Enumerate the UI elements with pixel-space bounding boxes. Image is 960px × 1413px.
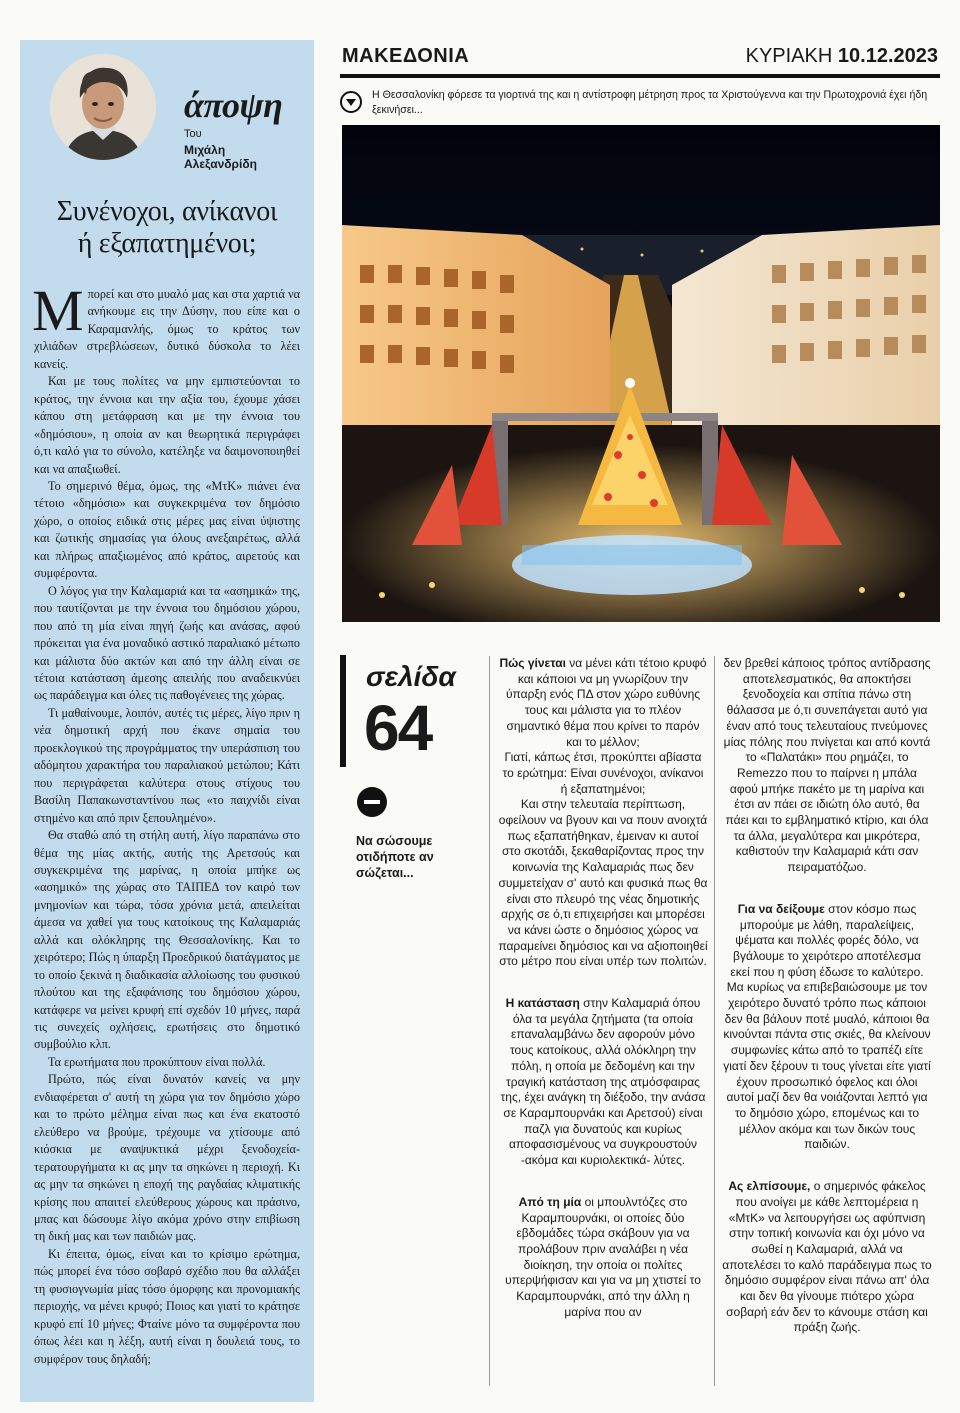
page-ref-bar [340,655,346,767]
page-ref-teaser: Να σώσουμε οτιδήποτε αν σώζεται... [356,834,434,880]
paragraph: Μπορεί και στο μυαλό μας και στα χαρτιά να ανήκουμε εις την Δύσην, που είπε και ο Καραμανλής, όμως το κράτος των χιλιάδων στρεβλώσεων, δυτικό δύσκολα το λέει κανείς. [32,278,300,371]
headline-line-1: Συνένοχοι, ανίκανοι [56,196,278,227]
opinion-column [20,40,314,1402]
drop-cap: Μ [32,278,84,343]
paragraph: Το σημερινό θέμα, όμως, της «ΜτΚ» πιάνει ένα τέτοιο «δημόσιο» και συγκεκριμένα τον δημόσιο χώρο, ο οποίος ειδικά στις μέρες μας είναι ύψιστης και ζωτικής σημασίας για όλους ανεξαιρέτως, αλλά και πλήρως απαξιωμένος από κράτος, αιρετούς και συμφέροντα. [34,478,300,581]
paragraph: Για να δείξουμε στον κόσμο πως μπορούμε με λάθη, παραλείψεις, ψέματα και πολλές φορές δόλο, να βγάλουμε το χειρότερο αποτέλεσμα εκεί που η φύση έδωσε το καλύτερο. [730,901,924,979]
christmas-square-photo [342,125,940,622]
lead-in: Πώς γίνεται [499,656,566,670]
issue-day: ΚΥΡΙΑΚΗ [745,45,833,67]
paragraph: δεν βρεθεί κάποιος τρόπος αντίδρασης αποτελεσματικός, θα αποκτήσει ξενοδοχεία και σπίτια πάνω στη θάλασσα με ό,τι συνεπάγεται αυτό για έναν από τους τελευταίους πνεύμονες μίας πόλης που πνίγεται και από κοντά το «Παλατάκι» που ρημάζει, το Remezzo που το παίρνει η μπάλα αφού μπήκε πακέτο με τη μαρίνα και έτσι αν πάει σε ιδιώτη όλο αυτό, θα πάει και το εμβληματικό κτίριο, και όλα τα άλλα, μεγαλύτερα και μικρότερα, καθιστούν την Καλαμαριά κάτι σαν πειραματόζωο. [723,656,931,875]
issue-date [746,45,938,68]
author-portrait-icon [50,54,156,160]
lead-in: Για να δείξουμε [737,901,825,916]
issue-date-value: 10.12.2023 [837,45,938,67]
article-headline [34,196,300,260]
author-avatar [50,54,156,160]
section-masthead [340,42,940,78]
paragraph: Γιατί, κάπως έτσι, προκύπτει αβίαστα το ερώτημα: Είναι συνένοχοι, ανίκανοι ή εξαπατημένοι; [502,750,704,796]
paragraph: Τα ερωτήματα που προκύπτουν είναι πολλά. [48,1054,266,1069]
paragraph: Και με τους πολίτες να μην εμπιστεύονται το κράτος, την έννοια και την αξία του, έχουμε χάσει κάπου στη μετάφραση και με την έννοια του «δημόσιου», η οποία αν και θεωρητικά περιγράφει ό,τι καλό για το σύνολο, κατέληξε να δαιμονοποιηθεί και να απαξιωθεί. [34,374,300,476]
column-divider [714,656,715,1386]
column-divider [489,656,490,1386]
paragraph: Ο λόγος για την Καλαμαριά και τα «ασημικά» της, που ταυτίζονται με την έννοια του δημόσιου χώρου, που από τη μία είναι πηγή ζωής και ανάσας, αφού πρόκειται για ένα μοναδικό αστικό παραλιακό μέτωπο και μάλιστα δύο ακτών και από την άλλη είναι σε τέτοια κατάσταση άμεσης απειλής που αναδεικνύει ως παράδειγμα και όλες τις παθογένειες της χώρας. [34,583,300,703]
author-name: Μιχάλη Αλεξανδρίδη [184,143,257,171]
byline-prefix: Του [184,128,202,140]
paragraph: Μα κυρίως να επιβεβαιώσουμε με τον χειρότερο δυνατό τρόπο πως κάποιοι δεν θα βάλουν ποτέ μυαλό, κάποιοι θα κινούνται πάντα στις σκιές, θα κλείνουν συμφωνίες κάτω από το τραπέζι είτε γιατί δεν ξέρουν τι τους γίνεται είτε γιατί έχουν προσωπικό όφελος και όλοι αυτοί μαζί δεν θα νοιάζονται λεπτό για το δημόσιο χώρο, επομένως και το μέλλον ακόμα και των δικών τους παιδιών. [723,980,931,1152]
opinion-header [34,40,300,190]
paragraph: Πρώτο, πώς είναι δυνατόν κανείς να μην ενδιαφέρεται σ' αυτή τη χώρα για τον δημόσιο χώρο και το πρώτο μέλημα είναι πως και ένα εκατοστό ελεύθερο να βρούμε, τρέχουμε να χτίσουμε από κιόσκια με αναψυκτικά μέχρι ξενοδοχεία-τερατουργήματα κι ας μην τα σηκώνει η περιοχή. Κι ας μην τα σηκώνει η εποχή της ραγδαίας κλιματικής κρίσης που απαιτεί ελεύθερους χώρους και πράσινο, μπας και δώσουμε λίγο ακόμα χρόνο στην επιβίωση τη δική μας και των παιδιών μας. [34,1072,300,1244]
paragraph: Και στην τελευταία περίπτωση, οφείλουν να βγουν και να πουν ανοιχτά πως εξαπατήθηκαν, έμειναν κι αυτοί στο σκοτάδι, ξεκαθαρίζοντας προς την κοινωνία της Καλαμαριάς πως δεν συμμετείχαν σ' αυτό και φυσικά πως θα είναι στο πλευρό της νέας δημοτικής αρχής σε ό,τι επιχειρήσει και μπορέσει να κάνει ώστε ο δημόσιος χώρος να παραμείνει δημόσιος και να αξιοποιηθεί στο μέτρο που είναι υπέρ των πολιτών. [498,797,708,969]
article-body [32,278,300,1368]
paragraph: Πώς γίνεται να μένει κάτι τέτοιο κρυφό και κάποιοι να μη γνωρίζουν την ύπαρξη ενός ΠΔ στον χώρο ευθύνης τους και μάλιστα για το πλέον σημαντικό θέμα που κρίνει το παρόν και το μέλλον; [499,656,707,749]
paragraph: Η κατάσταση στην Καλαμαριά όπου όλα τα μεγάλα ζητήματα (τα οποία επαναλαμβάνω δεν αφορούν μόνο τους κατοίκους, αλλά ολόκληρη την πόλη, η οποία με δεδομένη και την τραγική κατάσταση της ατμόσφαιρας της, έχει ανάγκη τη διέξοδο, την ανάσα σε Καραμπουρνάκι και Αρετσού) είναι παζλ για δυνατούς και κυρίως αποφασισμένους να συγκρουστούν -ακόμα και κυριολεκτικά- λύτες. [500,996,706,1168]
section-title: ΜΑΚΕΔΟΝΙΑ [342,45,470,67]
aristotelous-square-night-image [342,125,940,622]
paragraph: Θα σταθώ από τη στήλη αυτή, λίγο παραπάνω στο θέμα της μίας ακτής, αυτής της Αρετσούς και συγκεκριμένα της μαρίνας, η οποία μπήκε ως «ασημικό» της χώρας στο ΤΑΙΠΕΔ τον καιρό των μνημονίων και τώρα, τόσα χρόνια μετά, απειλείται άμεσα να χαθεί για τους κατοίκους της Καλαμαριάς αλλά και ολόκληρης της Θεσσαλονίκης. Και το χειρότερο; Πώς η ύπαρξη Προεδρικού διατάγματος με το οποίο ξεκινά η διαδικασία αλλοίωσης του φυσικού πλούτου και της εξαφάνισης του δημόσιου χώρου, κατάφερε να μείνει κρυφή επί σχεδόν 10 μήνες, παρά τις συνεχείς οχλήσεις, ερωτήσεις στο δημοτικό συμβούλιο κλπ. [34,828,300,1052]
paragraph: Από τη μία οι μπουλντόζες στο Καραμπουρνάκι, οι οποίες δύο εβδομάδες τώρα σκάβουν για να προλάβουν πριν αναλάβει η νέα διοίκηση, την οποία οι πολίτες υπερψήφισαν και για να μη χτιστεί το Καραμπουρνάκι, από την άλλη η μαρίνα που αν [505,1194,701,1319]
page-reference [340,655,476,880]
caption-triangle-icon [340,91,362,113]
lead-in: Η κατάσταση [505,996,580,1011]
text-column-a [498,656,708,1320]
paragraph: Τι μαθαίνουμε, λοιπόν, αυτές τις μέρες, λίγο πριν η νέα δημοτική αρχή που έκανε σημαία του προεκλογικού της προγράμματος την υπεράσπιση του αδόμητου χαρακτήρα του παραλιακού μετώπου; Κάτι που περιγράφεται καλύτερα στους στίχους του Βασίλη Παπακωνσταντίνου πως «το παιχνίδι είναι στημένο και από πριν ξεπουλημένο». [34,705,300,825]
headline-line-2: ή εξαπατημένοι; [77,228,257,259]
column-label: άποψη [184,85,283,125]
paragraph: Κι έπειτα, όμως, είναι και το κρίσιμο ερώτημα, πώς μπορεί ένα τόσο σοβαρό σχέδιο που θα αλλάξει τη φυσιογνωμία μίας τόσο όμορφης και προνομιακής περιοχής, να μένει κρυφό; Ποιος και γιατί το κράτησε κρυφό επί 10 μήνες; Φταίνε μόνο τα συμφέροντα που όπως λέει και η λέξη, αυτή είναι η δουλειά τους, το συμφέρον τους δηλαδή; [34,1246,300,1366]
text-column-b [722,656,932,1336]
page-number: 64 [364,692,432,764]
lead-in: Ας ελπίσουμε, [728,1179,811,1194]
photo-caption: Η Θεσσαλονίκη φόρεσε τα γιορτινά της και η αντίστροφη μέτρηση προς τα Χριστούγεννα και την Πρωτοχρονιά έχει ήδη ξεκινήσει... [372,89,928,116]
page-ref-arrow-icon [356,786,388,818]
page-word: σελίδα [366,661,456,692]
lead-in: Από τη μία [518,1194,582,1209]
paragraph: Ας ελπίσουμε, ο σημερινός φάκελος που ανοίγει με κάθε λεπτομέρεια η «ΜτΚ» να λειτουργήσει ως αφύπνιση στην τοπική κοινωνία και όχι μόνο να σωθεί η Καλαμαριά, αλλά να αποτελέσει το καλό παράδειγμα πως το δημόσιο συμφέρον είναι πάνω απ' όλα και δεν θα γίνουμε πιότερο χώρα σοβαρή εάν δεν το κάνουμε στάση και πράξη ζωής. [722,1179,932,1335]
